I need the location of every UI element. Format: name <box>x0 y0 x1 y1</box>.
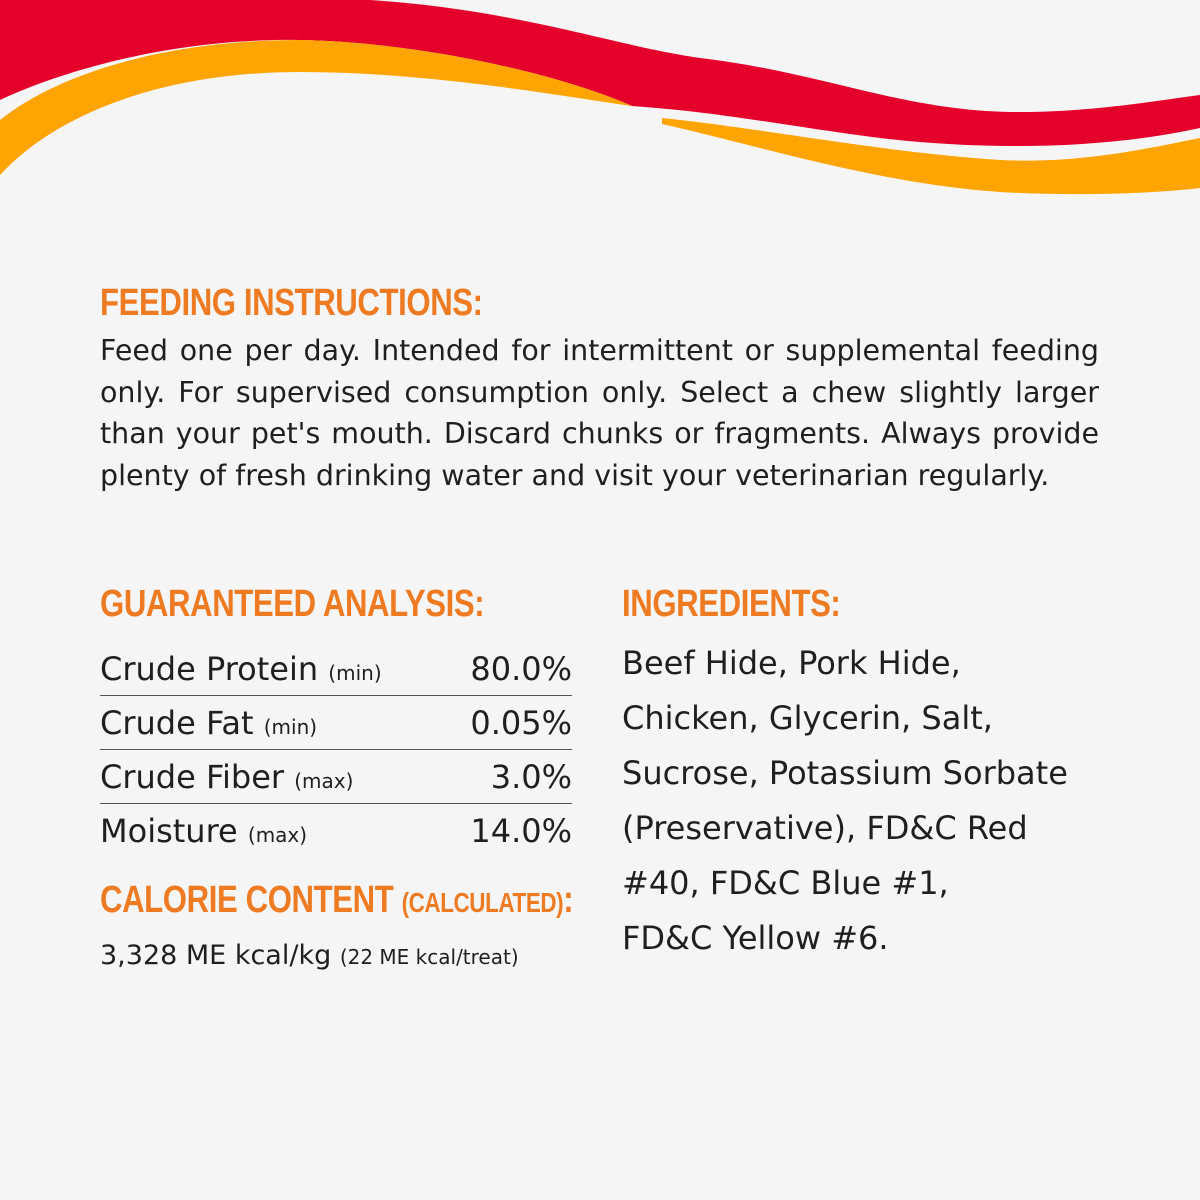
calorie-per-treat: (22 ME kcal/treat) <box>339 945 519 969</box>
analysis-qualifier: (max) <box>294 768 354 793</box>
decorative-waves <box>0 0 1200 240</box>
calorie-heading-text: CALORIE CONTENT <box>100 879 394 921</box>
guaranteed-analysis-table <box>100 642 572 858</box>
analysis-row-crude-fat <box>100 696 572 750</box>
analysis-qualifier: (max) <box>247 823 308 847</box>
analysis-qualifier: (min) <box>328 660 382 685</box>
analysis-qualifier: (min) <box>263 714 318 739</box>
ingredients-line: Beef Hide, Pork Hide, <box>622 644 961 682</box>
analysis-row-moisture <box>100 804 572 858</box>
ingredients-line: Chicken, Glycerin, Salt, <box>622 699 993 737</box>
analysis-row-crude-fiber <box>100 750 572 804</box>
ingredients-line: Sucrose, Potassium Sorbate <box>622 754 1068 792</box>
analysis-name: Moisture <box>100 812 238 850</box>
feeding-instructions-text: Feed one per day. Intended for intermittent or supplemental feeding only. For supervised consumption only. Select a chew slightly larger than your pet's mouth. Discard chunks or fragments. Always provide plenty of fresh drinking water and visit your veterinarian regularly. <box>100 334 1099 492</box>
analysis-value: 0.05% <box>470 703 572 742</box>
analysis-name: Crude Fat <box>100 703 254 742</box>
ingredients-line: #40, FD&C Blue #1, <box>622 864 949 902</box>
ingredients-heading: INGREDIENTS: <box>622 583 841 625</box>
analysis-name: Crude Protein <box>100 649 319 688</box>
analysis-value: 14.0% <box>470 812 572 850</box>
ingredients-list <box>622 636 1122 966</box>
analysis-value: 80.0% <box>470 649 572 688</box>
ingredients-line: (Preservative), FD&C Red <box>622 809 1028 847</box>
analysis-name: Crude Fiber <box>100 757 285 796</box>
ingredients-line: FD&C Yellow #6. <box>622 919 889 957</box>
analysis-row-crude-protein <box>100 642 572 696</box>
guaranteed-analysis-heading: GUARANTEED ANALYSIS: <box>100 583 485 625</box>
calorie-heading-colon: : <box>563 879 574 921</box>
calorie-heading-qualifier: (CALCULATED) <box>401 887 564 918</box>
calorie-value: 3,328 ME kcal/kg <box>100 940 332 971</box>
calorie-content-heading <box>100 881 573 919</box>
feeding-instructions-heading: FEEDING INSTRUCTIONS: <box>100 282 483 324</box>
analysis-value: 3.0% <box>490 757 572 796</box>
calorie-content-text <box>100 940 519 971</box>
